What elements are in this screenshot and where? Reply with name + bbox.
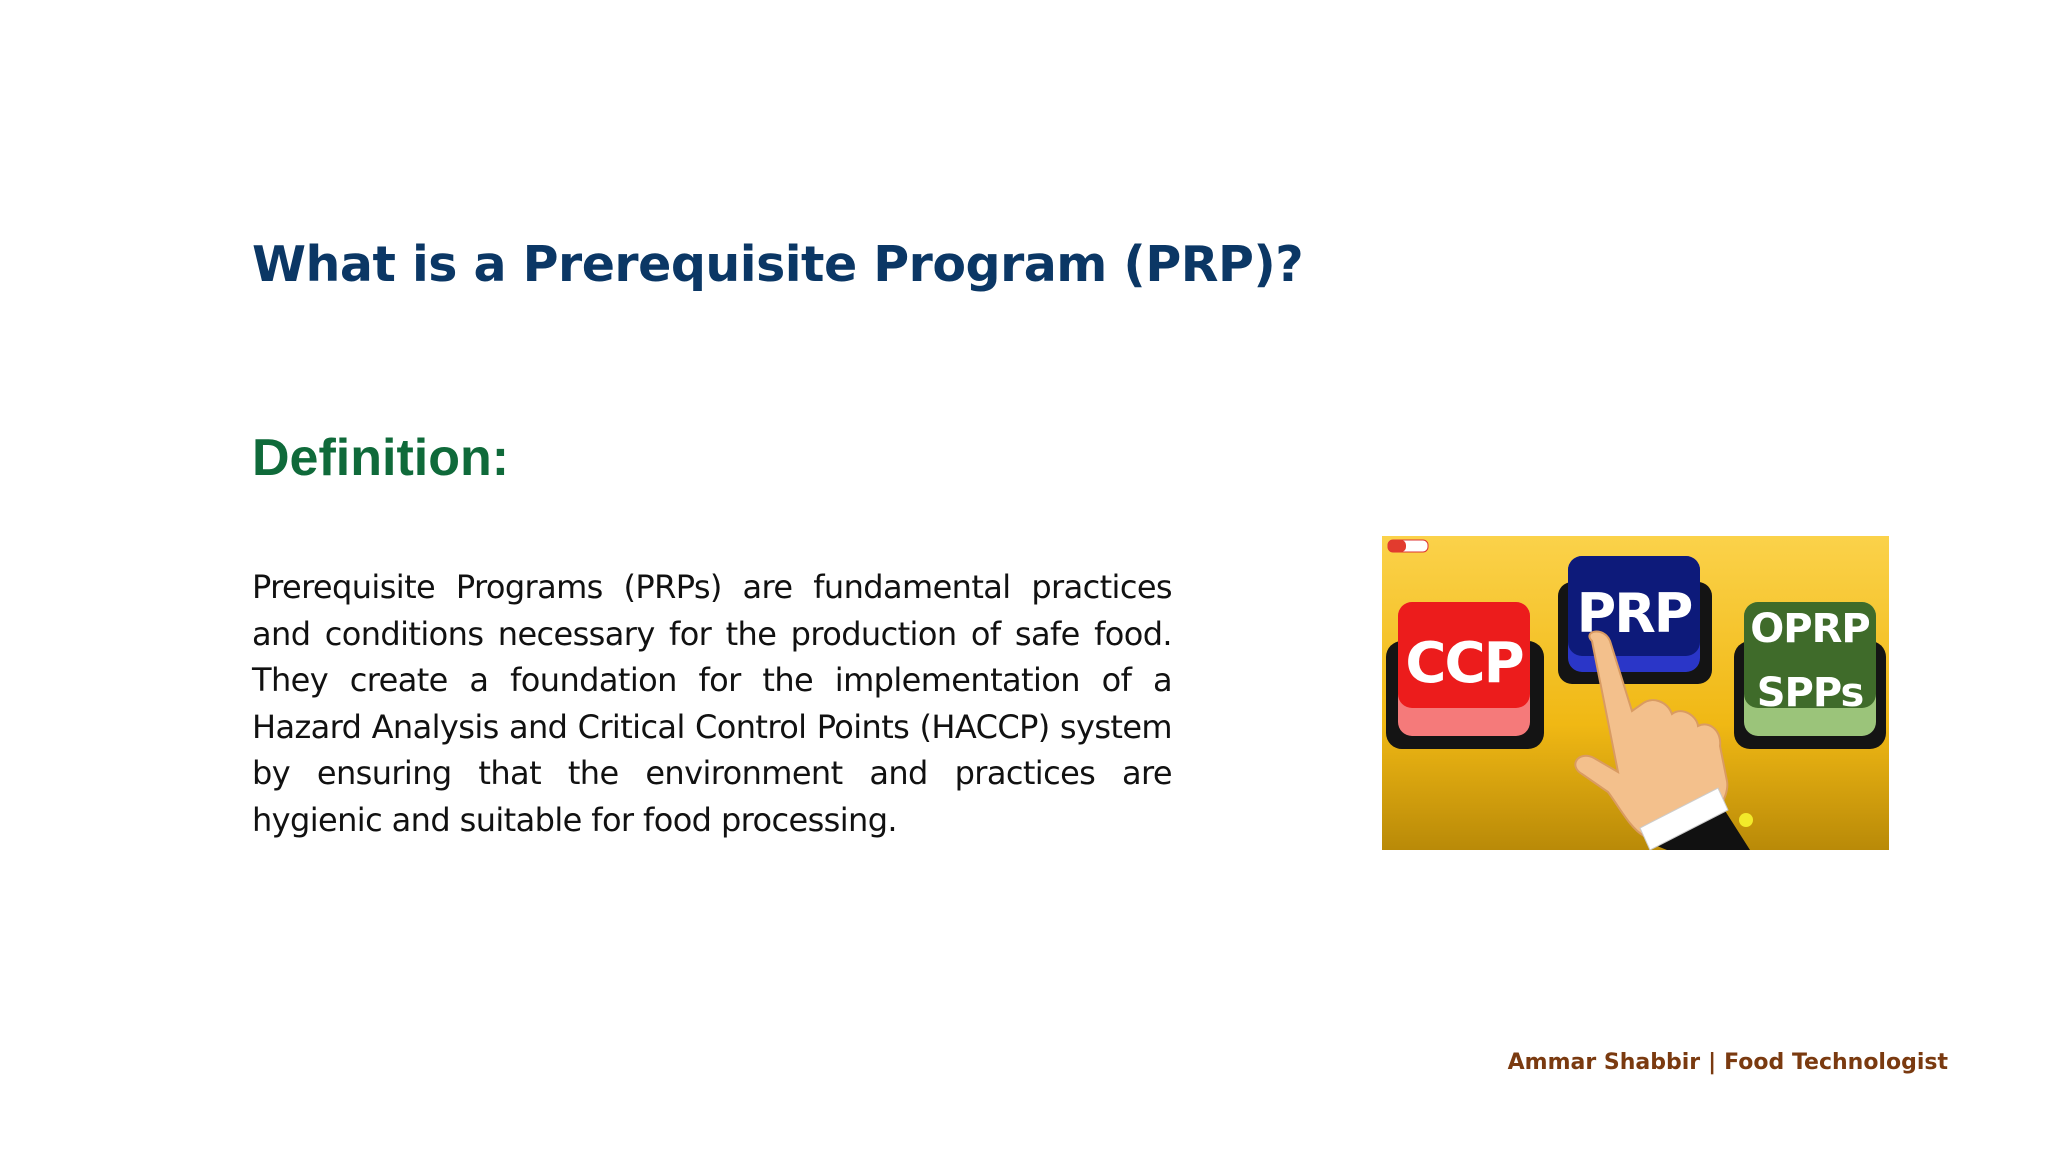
logo-badge: [1388, 540, 1428, 552]
definition-heading: Definition:: [252, 429, 510, 487]
oprp-label-line2: SPPs: [1756, 670, 1864, 716]
author-role: Food Technologist: [1724, 1050, 1948, 1075]
prp-illustration: [1382, 536, 1889, 850]
footer-separator: |: [1708, 1050, 1717, 1075]
oprp-label-line1: OPRP: [1750, 606, 1870, 652]
ccp-label: CCP: [1405, 631, 1523, 696]
author-name: Ammar Shabbir: [1507, 1050, 1701, 1075]
footer-credit: [1508, 1050, 1948, 1075]
slide-title: What is a Prerequisite Program (PRP)?: [252, 236, 1304, 293]
definition-text: Prerequisite Programs (PRPs) are fundamental practices and conditions necessary for the production of safe food. They create a foundation for the implementation of a Hazard Analysis and Critical Control Points (HACCP) system by ensuring that the environment and practices are hygienic and suitable for food processing.: [252, 568, 1172, 839]
prp-label: PRP: [1576, 582, 1692, 645]
